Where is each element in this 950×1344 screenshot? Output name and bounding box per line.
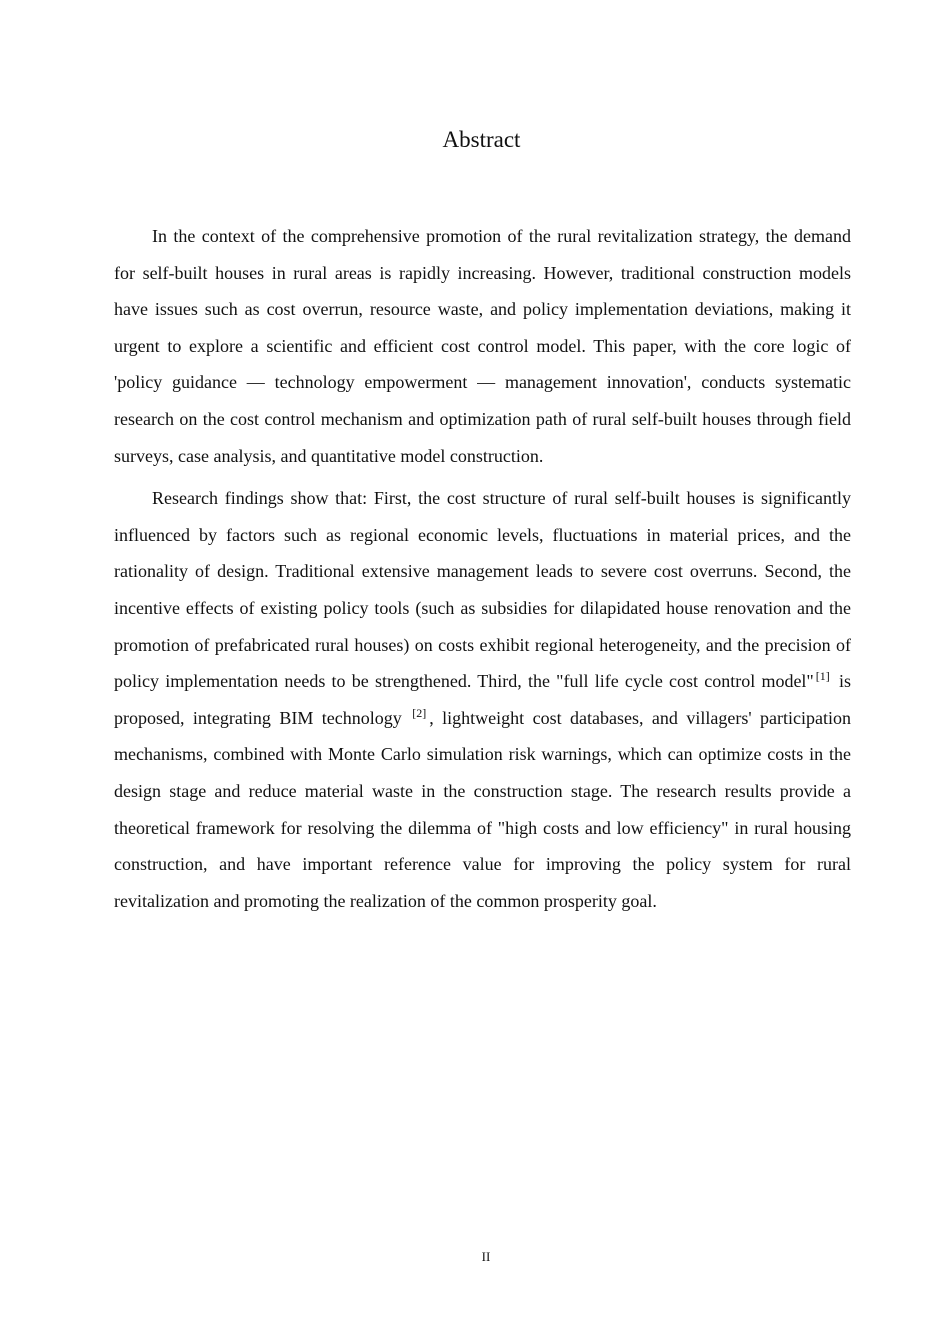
abstract-paragraph-2 [114,480,851,919]
citation-1: [1] [815,669,830,684]
page-number: II [481,1249,491,1264]
abstract-body [114,218,851,919]
paragraph-2-text-b: is proposed, integrating BIM technology [114,671,851,728]
abstract-paragraph-1: In the context of the comprehensive promotion of the rural revitalization strategy, the demand for self-built houses in rural areas is rapidly increasing. However, traditional construction models have issues such as cost overrun, resource waste, and policy implementation deviations, making it urgent to explore a scientific and efficient cost control model. This paper, with the core logic of 'policy guidance — technology empowerment — management innovation', conducts systematic research on the cost control mechanism and optimization path of rural self-built houses through field surveys, case analysis, and quantitative model construction. [114,226,851,466]
abstract-title: Abstract [442,127,521,152]
citation-2: [2] [412,705,427,720]
paragraph-2-text-a: Research findings show that: First, the cost structure of rural self-built houses is significantly influenced by factors such as regional economic levels, fluctuations in material prices, and the rationality of design. Traditional extensive management leads to severe cost overruns. Second, the incentive effects of existing policy tools (such as subsidies for dilapidated house renovation and the promotion of prefabricated rural houses) on costs exhibit regional heterogeneity, and the precision of policy implementation needs to be strengthened. Third, the "full life cycle cost control model" [114,488,851,692]
paragraph-2-text-c: , lightweight cost databases, and villagers' participation mechanisms, combined with Monte Carlo simulation risk warnings, which can optimize costs in the design stage and reduce material waste in the construction stage. The research results provide a theoretical framework for resolving the dilemma of "high costs and low efficiency" in rural housing construction, and have important reference value for improving the policy system for rural revitalization and promoting the realization of the common prosperity goal. [114,707,851,911]
